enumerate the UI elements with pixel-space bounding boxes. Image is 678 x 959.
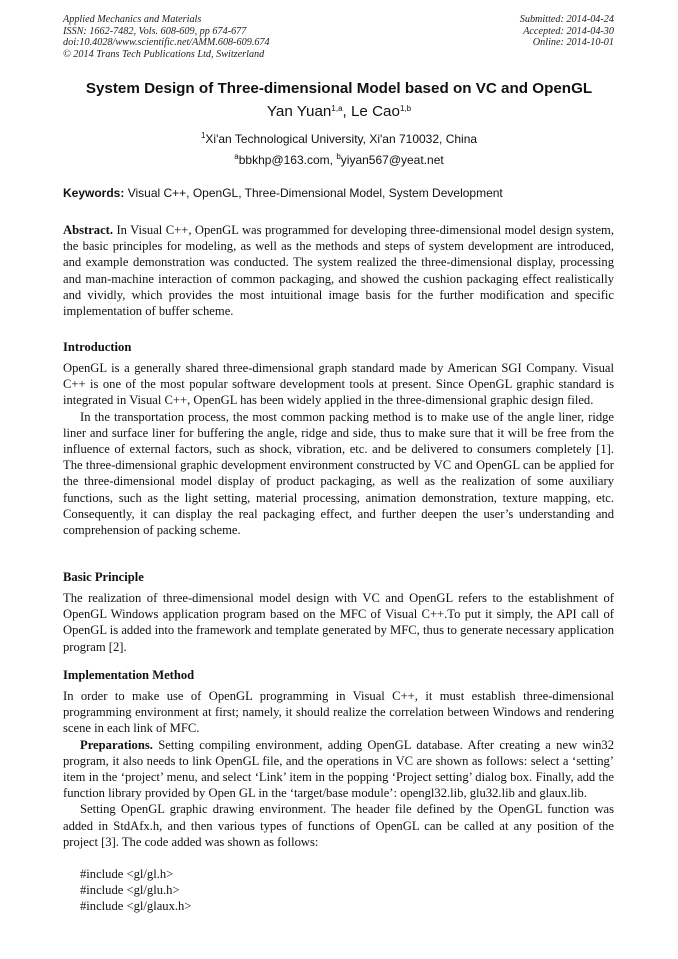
section-heading-implementation: Implementation Method bbox=[63, 668, 195, 682]
introduction-body bbox=[63, 360, 614, 538]
keywords bbox=[63, 186, 615, 200]
journal-issn: ISSN: 1662-7482, Vols. 608-609, pp 674-677 bbox=[63, 25, 247, 37]
journal-name: Applied Mechanics and Materials bbox=[63, 14, 202, 25]
author-affiliation-mark: 1,b bbox=[399, 104, 412, 113]
code-line: #include <gl/gl.h> bbox=[80, 867, 174, 881]
journal-header bbox=[63, 14, 270, 60]
abstract-paragraph bbox=[63, 222, 614, 319]
submission-dates bbox=[520, 14, 614, 49]
subsection-label: Preparations. bbox=[80, 737, 153, 752]
code-line: #include <gl/glu.h> bbox=[80, 883, 180, 898]
keywords-text: Visual C++, OpenGL, Three-Dimensional Model, System Development bbox=[124, 186, 503, 200]
accepted-date: Accepted: 2014-04-30 bbox=[523, 25, 614, 37]
journal-doi[interactable]: doi:10.4028/www.scientific.net/AMM.608-609.674 bbox=[63, 37, 270, 49]
paragraph: In order to make use of OpenGL programming in Visual C++, it must establish three-dimensional programming environment at first; namely, it should realize the correlation between Windows and rendering scene in each link of MFC. bbox=[63, 689, 614, 736]
paragraph: Setting OpenGL graphic drawing environment. The header file defined by the OpenGL function was added in StdAfx.h, and then various types of functions of OpenGL can be called at any position of the project [3]. The code added was shown as follows: bbox=[63, 802, 614, 849]
email-mark: b bbox=[336, 152, 341, 161]
abstract-label: Abstract. bbox=[63, 223, 114, 237]
code-listing bbox=[80, 866, 191, 915]
paragraph bbox=[63, 737, 614, 802]
email-mark: a bbox=[234, 152, 239, 161]
email-link[interactable]: bbkhp@163.com, bbox=[238, 153, 337, 167]
paper-title: System Design of Three-dimensional Model based on VC and OpenGL bbox=[85, 80, 593, 97]
affiliation-mark: 1 bbox=[200, 131, 206, 140]
author-affiliation-mark: 1,a bbox=[331, 104, 343, 113]
paragraph: In the transportation process, the most common packing method is to make use of the angle liner, ridge liner and surface liner for buffering the angle, ridge and side, thus to make sure that it will be free from the influence of external factors, such as shock, vibration, etc. and be delivered to consumers completely [1]. The three-dimensional graphic development environment constructed by VC and OpenGL can be applied for the three-dimensional model display of product packaging, as well as the realization of some auxiliary functions, such as the light setting, material processing, animation demonstration, texture mapping, etc. Consequently, it can display the real packaging effect, and further deepen the user’s understanding and comprehension of packing scheme. bbox=[63, 409, 614, 538]
paragraph-text: Setting compiling environment, adding OpenGL database. After creating a new win32 program, it also needs to link OpenGL file, and the operations in VC are shown as follows: select a ‘setting’ item in the ‘project’ menu, and select ‘Link’ item in the popping ‘Project setting’ dialog box. Finally, add the function library provided by Open GL in the ‘target/base module’: opengl32.lib, glu32.lib and glaux.lib. bbox=[63, 737, 614, 801]
keywords-label: Keywords: bbox=[63, 186, 125, 200]
author-separator: , bbox=[342, 103, 351, 120]
submitted-date: Submitted: 2014-04-24 bbox=[519, 14, 614, 25]
journal-copyright: © 2014 Trans Tech Publications Ltd, Switzerland bbox=[63, 48, 265, 60]
affiliation-text: Xi'an Technological University, Xi'an 710032, China bbox=[205, 132, 478, 146]
author-line bbox=[0, 103, 678, 121]
paragraph: The realization of three-dimensional model design with VC and OpenGL refers to the establishment of OpenGL Windows application program based on the MFC of Visual C++.To put it simply, the API call of OpenGL is added into the framework and template generated by MFC, thus to generate necessary application program [2]. bbox=[63, 591, 614, 654]
author-emails bbox=[0, 153, 678, 167]
author-name: Le Cao bbox=[350, 103, 400, 120]
paragraph: OpenGL is a generally shared three-dimensional graph standard made by American SGI Company. Visual C++ is one of the most popular software development tools at present. Since OpenGL graphic standard is integrated in Visual C++, OpenGL has been widely applied in the three-dimensional graphic design filed. bbox=[63, 361, 614, 408]
section-heading-basic-principle: Basic Principle bbox=[63, 570, 144, 584]
author-name: Yan Yuan bbox=[266, 103, 332, 120]
implementation-body bbox=[63, 688, 614, 850]
online-date: Online: 2014-10-01 bbox=[532, 37, 614, 49]
code-line: #include <gl/glaux.h> bbox=[80, 899, 192, 914]
abstract-text: In Visual C++, OpenGL was programmed for developing three-dimensional model design system, the basic principles for modeling, as well as the methods and steps of system development are introduced, and example demonstration was conducted. The system realized the three-dimensional display, processing and man-machine interaction of common packaging, and showed the cushion packaging effect realistically and vividly, which provides the most intuitional image basis for the further modification and specific implementation of buffer scheme. bbox=[63, 223, 614, 319]
affiliation bbox=[0, 132, 678, 146]
basic-principle-body bbox=[63, 590, 614, 655]
abstract bbox=[63, 222, 614, 319]
section-heading-introduction: Introduction bbox=[63, 340, 132, 354]
email-link[interactable]: yiyan567@yeat.net bbox=[340, 153, 444, 167]
